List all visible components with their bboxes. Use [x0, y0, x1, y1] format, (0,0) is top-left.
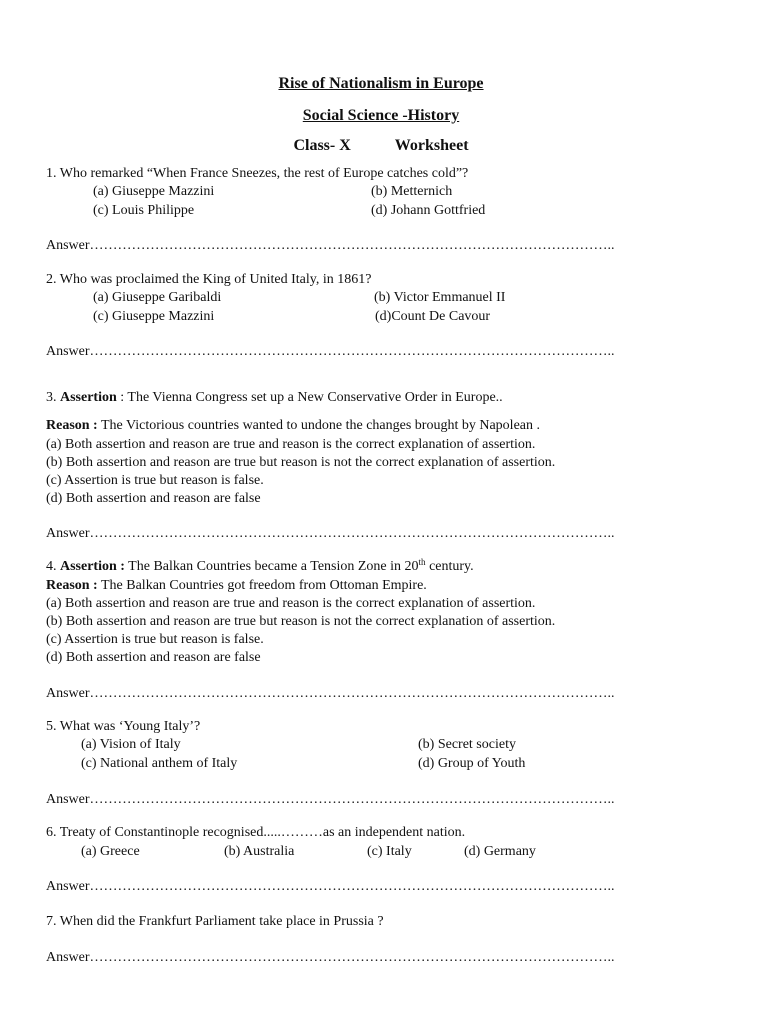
q6-option-b: (b) Australia: [224, 844, 295, 859]
answer-label: Answer: [46, 792, 90, 807]
q1-option-a: (a) Giuseppe Mazzini: [93, 184, 215, 199]
q4-option-a: (a) Both assertion and reason are true and reason is the correct explanation of assertion.: [46, 596, 536, 611]
q5-option-b: (b) Secret society: [418, 737, 516, 752]
q6-answer-line[interactable]: [46, 878, 660, 896]
question-3-reason: [46, 417, 540, 435]
answer-dots: …………………………………………………………………………………………………..: [89, 792, 615, 807]
q1-option-c: (c) Louis Philippe: [93, 203, 195, 218]
q4-assertion-superscript: th: [418, 557, 426, 567]
class-label: Class- X: [293, 137, 351, 154]
q3-reason-label: Reason :: [46, 418, 98, 433]
question-1: 1. Who remarked “When France Sneezes, the rest of Europe catches cold”?: [46, 166, 469, 181]
q6-option-d: (d) Germany: [464, 844, 536, 859]
q2-option-b: (b) Victor Emmanuel II: [374, 290, 506, 305]
q4-option-b: (b) Both assertion and reason are true but reason is not the correct explanation of assertion.: [46, 614, 556, 629]
q2-option-a: (a) Giuseppe Garibaldi: [93, 290, 222, 305]
question-7: 7. When did the Frankfurt Parliament take place in Prussia ?: [46, 914, 384, 929]
question-4-reason: [46, 577, 427, 595]
q3-assertion-label: Assertion: [60, 390, 117, 405]
q4-answer-line[interactable]: [46, 685, 660, 703]
q5-answer-line[interactable]: [46, 791, 660, 809]
answer-dots: …………………………………………………………………………………………………..: [89, 686, 615, 701]
q3-option-c: (c) Assertion is true but reason is false.: [46, 473, 264, 488]
q3-assertion-text: : The Vienna Congress set up a New Conservative Order in Europe..: [116, 390, 503, 405]
q1-answer-line[interactable]: [46, 237, 660, 255]
q4-reason-label: Reason :: [46, 578, 98, 593]
q3-reason-text: The Victorious countries wanted to undone the changes brought by Napolean .: [97, 418, 540, 433]
class-heading: [0, 136, 762, 156]
answer-dots: …………………………………………………………………………………………………..: [89, 879, 615, 894]
answer-label: Answer: [46, 526, 90, 541]
q3-number: 3.: [46, 390, 60, 405]
worksheet-label: Worksheet: [394, 137, 469, 154]
q2-option-d: (d)Count De Cavour: [375, 309, 491, 324]
worksheet-title: Rise of Nationalism in Europe: [278, 75, 484, 92]
answer-dots: …………………………………………………………………………………………………..: [89, 950, 615, 965]
q6-option-c: (c) Italy: [367, 844, 412, 859]
answer-label: Answer: [46, 686, 90, 701]
q1-option-d: (d) Johann Gottfried: [371, 203, 486, 218]
q4-assertion-label: Assertion :: [60, 559, 125, 574]
answer-dots: …………………………………………………………………………………………………..: [89, 526, 615, 541]
q3-option-d: (d) Both assertion and reason are false: [46, 491, 261, 506]
answer-label: Answer: [46, 950, 90, 965]
q5-option-a: (a) Vision of Italy: [81, 737, 181, 752]
answer-dots: …………………………………………………………………………………………………..: [89, 344, 615, 359]
question-4-assertion: [46, 558, 474, 576]
question-6: 6. Treaty of Constantinople recognised.....………as an independent nation.: [46, 825, 466, 840]
q4-option-d: (d) Both assertion and reason are false: [46, 650, 261, 665]
q3-answer-line[interactable]: [46, 525, 660, 543]
q5-option-d: (d) Group of Youth: [418, 756, 526, 771]
question-2: 2. Who was proclaimed the King of United Italy, in 1861?: [46, 272, 372, 287]
q1-option-b: (b) Metternich: [371, 184, 453, 199]
answer-label: Answer: [46, 238, 90, 253]
q5-option-c: (c) National anthem of Italy: [81, 756, 238, 771]
q3-option-a: (a) Both assertion and reason are true and reason is the correct explanation of assertion.: [46, 437, 536, 452]
q6-option-a: (a) Greece: [81, 844, 140, 859]
q4-number: 4.: [46, 559, 60, 574]
answer-label: Answer: [46, 344, 90, 359]
q4-assertion-text: The Balkan Countries became a Tension Zone in 20: [124, 559, 419, 574]
q4-reason-text: The Balkan Countries got freedom from Ottoman Empire.: [97, 578, 427, 593]
answer-dots: …………………………………………………………………………………………………..: [89, 238, 615, 253]
q7-answer-line[interactable]: [46, 949, 660, 967]
q4-option-c: (c) Assertion is true but reason is false.: [46, 632, 264, 647]
q3-option-b: (b) Both assertion and reason are true but reason is not the correct explanation of assertion.: [46, 455, 556, 470]
question-5: 5. What was ‘Young Italy’?: [46, 719, 201, 734]
q4-assertion-end: century.: [425, 559, 474, 574]
q2-option-c: (c) Giuseppe Mazzini: [93, 309, 215, 324]
answer-label: Answer: [46, 879, 90, 894]
question-3-assertion: [46, 389, 503, 407]
q2-answer-line[interactable]: [46, 343, 660, 361]
subject-heading: Social Science -History: [302, 107, 460, 124]
